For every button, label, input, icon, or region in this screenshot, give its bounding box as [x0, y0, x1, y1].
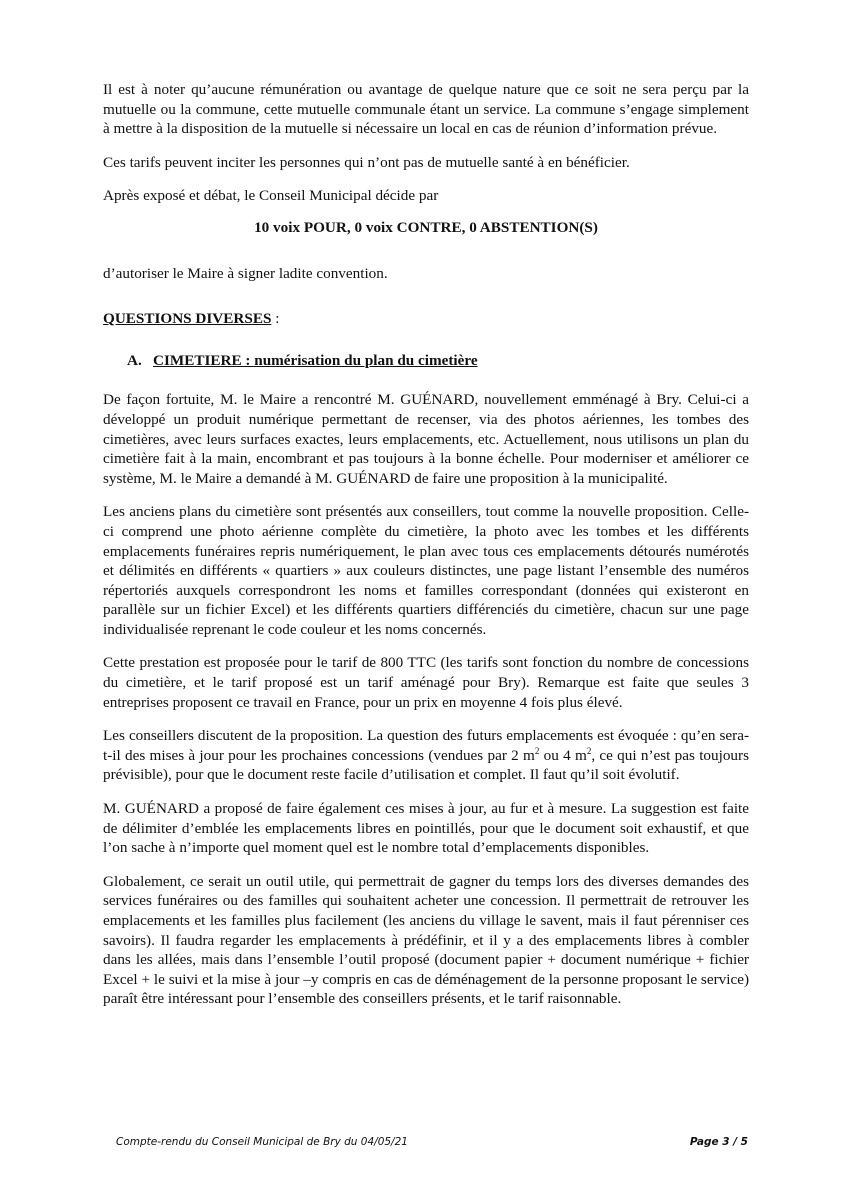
section-heading — [103, 309, 749, 329]
decision-text: d’autoriser le Maire à signer ladite convention. — [103, 264, 388, 282]
subsection-letter: A. — [127, 351, 142, 369]
vote-result: 10 voix POUR, 0 voix CONTRE, 0 ABSTENTION(S) — [254, 218, 598, 236]
superscript-2b: 2 — [586, 745, 592, 756]
discussion-text-a: Les conseillers discutent de la proposition. La question des futurs emplacements est évoquée : qu’en sera-t-il des mises à jour pour les prochaines concessions (vendues par 2 m — [103, 727, 749, 764]
subsection-heading — [127, 351, 749, 371]
discussion-text-b: ou 4 m — [539, 746, 587, 764]
paragraph-expose: Après exposé et débat, le Conseil Municipal décide par — [103, 187, 439, 205]
paragraph-rencontre: De façon fortuite, M. le Maire a rencontré M. GUÉNARD, nouvellement emménagé à Bry. Celui-ci a développé un produit numérique permettant de recenser, via des photos aériennes, les tombes des cimetières, avec leurs surfaces exactes, leurs emplacements, etc. Actuellement, nous utilisons un plan du cimetière fait à la main, encombrant et pas toujours à la bonne échelle. Pour moderniser et améliorer ce système, M. le Maire a demandé à M. GUÉNARD de faire une proposition à la municipalité. — [103, 391, 749, 487]
subsection-title: CIMETIERE : numérisation du plan du cimetière — [153, 351, 478, 369]
paragraph-globalement: Globalement, ce serait un outil utile, qui permettrait de gagner du temps lors des diverses demandes des services funéraires ou des familles qui souhaitent acheter une concession. Il permettrait de retrouver les emplacements et les familles plus facilement (les anciens du village le savent, mais il faut pérenniser ces savoirs). Il faudra regarder les emplacements à prédéfinir, et il y a des emplacements libres à combler dans les allées, mais dans l’ensemble l’outil proposé (document papier + document numérique + fichier Excel + le suivi et la mise à jour –y compris en cas de déménagement de la personne proposant le service) paraît être intéressant pour l’ensemble des conseillers présents, et le tarif raisonnable. — [103, 872, 749, 1008]
document-page — [103, 80, 749, 1009]
section-title: QUESTIONS DIVERSES — [103, 310, 272, 328]
section-title-suffix: : — [271, 310, 280, 328]
paragraph-mises-a-jour: M. GUÉNARD a proposé de faire également ces mises à jour, au fur et à mesure. La suggestion est faite de délimiter d’emblée les emplacements libres en pointillés, pour que le document soit exhaustif, et que l’on sache à n’importe quel moment quel est le nombre total d’emplacements disponibles. — [103, 800, 749, 857]
paragraph-discussion — [103, 726, 749, 785]
page-footer — [116, 1136, 748, 1148]
paragraph-plans: Les anciens plans du cimetière sont présentés aux conseillers, tout comme la nouvelle proposition. Celle-ci comprend une photo aérienne complète du cimetière, la photo avec les tombes et les différents emplacements funéraires repris numériquement, le plan avec tous ces emplacements détourés numérotés et délimités en différents « quartiers » aux couleurs distinctes, une page listant l’ensemble des numéros répertoriés auxquels correspondront les noms et familles correspondant (données qui existeront en parallèle sur un fichier Excel) et les différents quartiers différenciés du cimetière, chacun sur une page individualisée reprenant le code couleur et les noms concernés. — [103, 503, 749, 638]
footer-title: Compte-rendu du Conseil Municipal de Bry du 04/05/21 — [116, 1136, 408, 1148]
paragraph-tarifs: Ces tarifs peuvent inciter les personnes qui n’ont pas de mutuelle santé à en bénéficier. — [103, 153, 630, 171]
discussion-text-c: , ce qui n’est pas toujours prévisible), pour que le document reste facile d’utilisation et complet. Il faut qu’il soit évolutif. — [103, 746, 749, 784]
superscript-2a: 2 — [534, 745, 540, 756]
page-number: Page 3 / 5 — [689, 1136, 748, 1148]
paragraph-remuneration: Il est à noter qu’aucune rémunération ou avantage de quelque nature que ce soit ne sera perçu par la mutuelle ou la commune, cette mutuelle communale étant un service. La commune s’engage simplement à mettre à la disposition de la mutuelle si nécessaire un local en cas de réunion d’information prévue. — [103, 81, 749, 138]
paragraph-prestation: Cette prestation est proposée pour le tarif de 800 TTC (les tarifs sont fonction du nombre de concessions du cimetière, et le tarif proposé est un tarif aménagé pour Bry). Remarque est faite que seules 3 entreprises proposent ce travail en France, pour un prix en moyenne 4 fois plus élevé. — [103, 654, 749, 711]
